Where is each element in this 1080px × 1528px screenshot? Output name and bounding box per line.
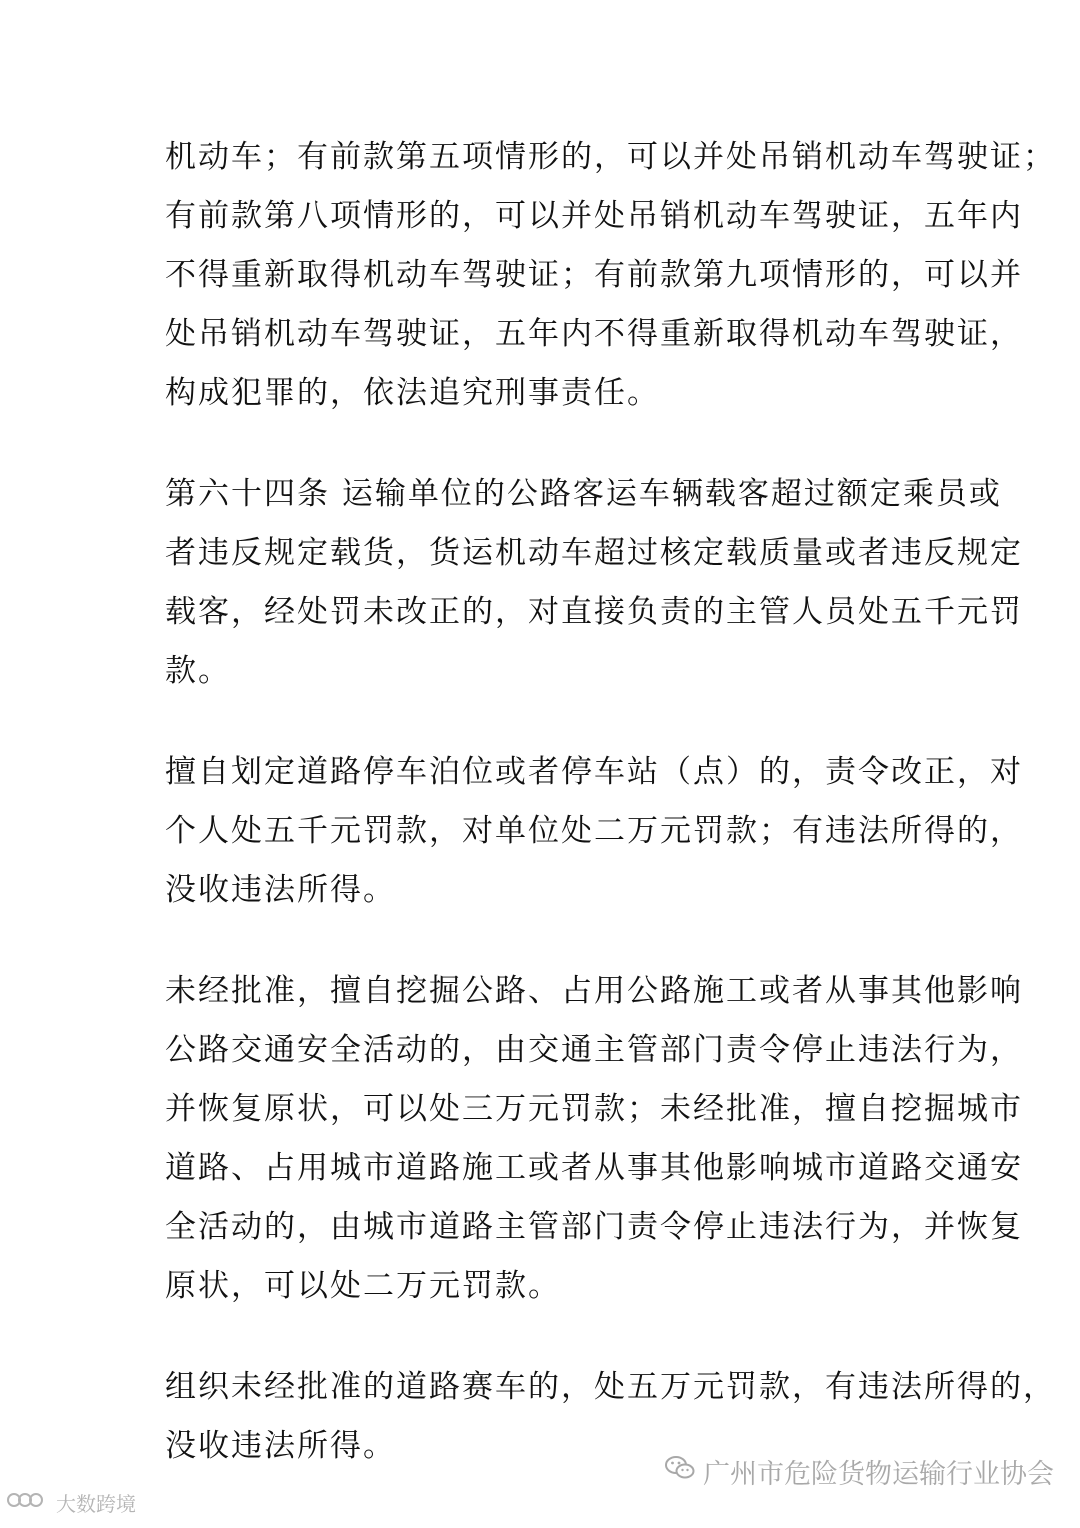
text-line: 公路交通安全活动的，由交通主管部门责令停止违法行为， [165,1032,1023,1068]
link-logo-icon [6,1490,50,1515]
text-line: 机动车；有前款第五项情形的，可以并处吊销机动车驾驶证； [165,139,1056,175]
wechat-icon [665,1455,695,1488]
text-line: 全活动的，由城市道路主管部门责令停止违法行为，并恢复 [165,1209,1023,1245]
text-line: 道路、占用城市道路施工或者从事其他影响城市道路交通安 [165,1150,1023,1186]
text-line: 未经批准，擅自挖掘公路、占用公路施工或者从事其他影响 [165,973,1023,1009]
text-line: 有前款第八项情形的，可以并处吊销机动车驾驶证，五年内 [165,198,1023,234]
paragraph-road-excavation [165,962,1023,1316]
text-line: 载客，经处罚未改正的，对直接负责的主管人员处五千元罚 [165,594,1023,630]
paragraph-spacer [165,1316,925,1358]
text-line: 处吊销机动车驾驶证，五年内不得重新取得机动车驾驶证， [165,316,1023,352]
paragraph-spacer [165,423,925,465]
text-line: 组织未经批准的道路赛车的，处五万元罚款，有违法所得的， [165,1369,1056,1405]
paragraph-spacer [165,701,925,743]
text-line: 擅自划定道路停车泊位或者停车站（点）的，责令改正，对 [165,754,1023,790]
watermark-source [6,1488,136,1517]
watermark-association [665,1452,1054,1491]
text-line: 原状，可以处二万元罚款。 [165,1268,561,1304]
watermark-association-text: 广州市危险货物运输行业协会 [703,1459,1054,1490]
text-line: 第六十四条 运输单位的公路客运车辆载客超过额定乘员或 [165,476,1002,512]
text-line: 构成犯罪的，依法追究刑事责任。 [165,375,660,411]
text-line: 没收违法所得。 [165,872,396,908]
text-line: 并恢复原状，可以处三万元罚款；未经批准，擅自挖掘城市 [165,1091,1023,1127]
text-line: 没收违法所得。 [165,1428,396,1464]
text-line: 个人处五千元罚款，对单位处二万元罚款；有违法所得的， [165,813,1023,849]
paragraph-parking [165,743,1023,920]
text-line: 不得重新取得机动车驾驶证；有前款第九项情形的，可以并 [165,257,1023,293]
text-line: 者违反规定载货，货运机动车超过核定载质量或者违反规定 [165,535,1023,571]
watermark-source-text: 大数跨境 [56,1492,136,1516]
paragraph-article-64 [165,465,1023,701]
text-line: 款。 [165,653,231,689]
paragraph-penalty-continuation [165,128,1056,423]
paragraph-spacer [165,920,925,962]
